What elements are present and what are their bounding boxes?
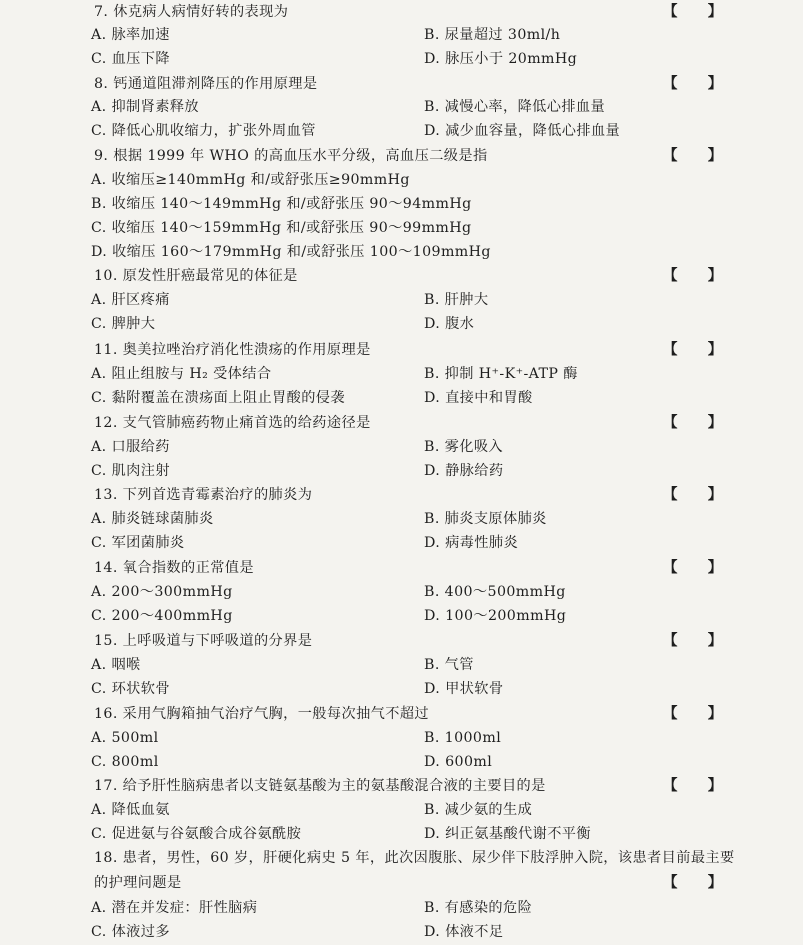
question-stem: 13. 下列首选青霉素治疗的肺炎为 — [94, 487, 313, 503]
question-stem: 16. 采用气胸箱抽气治疗气胸，一般每次抽气不超过 — [94, 706, 430, 722]
option-d[interactable]: D. 纠正氨基酸代谢不平衡 — [424, 826, 591, 842]
answer-bracket[interactable]: 【 】 — [663, 560, 723, 576]
answer-bracket[interactable]: 【 】 — [663, 268, 723, 284]
option-d[interactable]: D. 减少血容量，降低心排血量 — [424, 123, 621, 139]
option-b[interactable]: B. 抑制 H⁺-K⁺-ATP 酶 — [424, 366, 578, 382]
option-d[interactable]: D. 静脉给药 — [424, 463, 504, 479]
option-d[interactable]: D. 收缩压 160～179mmHg 和/或舒张压 100～109mmHg — [91, 244, 491, 260]
option-b[interactable]: B. 肺炎支原体肺炎 — [424, 511, 547, 527]
answer-bracket[interactable]: 【 】 — [663, 633, 723, 649]
question-stem: 9. 根据 1999 年 WHO 的高血压水平分级，高血压二级是指 — [94, 148, 488, 164]
option-c[interactable]: C. 军团菌肺炎 — [91, 535, 185, 551]
option-b[interactable]: B. 减慢心率，降低心排血量 — [424, 99, 606, 115]
option-a[interactable]: A. 口服给药 — [91, 439, 170, 455]
option-b[interactable]: B. 雾化吸入 — [424, 439, 503, 455]
question-stem-continued: 的护理问题是 — [94, 875, 182, 891]
option-d[interactable]: D. 600ml — [424, 754, 493, 770]
option-a[interactable]: A. 收缩压≥140mmHg 和/或舒张压≥90mmHg — [91, 172, 410, 188]
option-a[interactable]: A. 200～300mmHg — [91, 584, 233, 600]
answer-bracket[interactable]: 【 】 — [663, 875, 723, 891]
option-c[interactable]: C. 800ml — [91, 754, 159, 770]
option-c[interactable]: C. 脾肿大 — [91, 316, 156, 332]
option-c[interactable]: C. 肌肉注射 — [91, 463, 170, 479]
answer-bracket[interactable]: 【 】 — [663, 487, 723, 503]
option-b[interactable]: B. 有感染的危险 — [424, 900, 533, 916]
option-a[interactable]: A. 肺炎链球菌肺炎 — [91, 511, 214, 527]
option-a[interactable]: A. 咽喉 — [91, 657, 141, 673]
option-d[interactable]: D. 病毒性肺炎 — [424, 535, 519, 551]
option-b[interactable]: B. 收缩压 140～149mmHg 和/或舒张压 90～94mmHg — [91, 196, 472, 212]
question-stem: 11. 奥美拉唑治疗消化性溃疡的作用原理是 — [94, 342, 371, 358]
option-d[interactable]: D. 100～200mmHg — [424, 608, 567, 624]
option-a[interactable]: A. 肝区疼痛 — [91, 292, 170, 308]
question-stem: 15. 上呼吸道与下呼吸道的分界是 — [94, 633, 313, 649]
option-d[interactable]: D. 脉压小于 20mmHg — [424, 51, 578, 67]
option-b[interactable]: B. 尿量超过 30ml/h — [424, 27, 561, 43]
option-a[interactable]: A. 阻止组胺与 H₂ 受体结合 — [91, 366, 272, 382]
option-c[interactable]: C. 体液过多 — [91, 924, 170, 940]
answer-bracket[interactable]: 【 】 — [663, 706, 723, 722]
option-b[interactable]: B. 气管 — [424, 657, 474, 673]
option-b[interactable]: B. 400～500mmHg — [424, 584, 566, 600]
option-a[interactable]: A. 降低血氨 — [91, 802, 170, 818]
option-c[interactable]: C. 黏附覆盖在溃疡面上阻止胃酸的侵袭 — [91, 390, 345, 406]
option-b[interactable]: B. 1000ml — [424, 730, 502, 746]
question-stem: 7. 休克病人病情好转的表现为 — [94, 4, 289, 20]
option-c[interactable]: C. 血压下降 — [91, 51, 170, 67]
option-a[interactable]: A. 抑制肾素释放 — [91, 99, 199, 115]
option-d[interactable]: D. 体液不足 — [424, 924, 504, 940]
option-a[interactable]: A. 500ml — [91, 730, 159, 746]
answer-bracket[interactable]: 【 】 — [663, 76, 723, 92]
option-d[interactable]: D. 甲状软骨 — [424, 681, 504, 697]
option-c[interactable]: C. 促进氨与谷氨酸合成谷氨酰胺 — [91, 826, 302, 842]
answer-bracket[interactable]: 【 】 — [663, 342, 723, 358]
answer-bracket[interactable]: 【 】 — [663, 4, 723, 20]
option-d[interactable]: D. 直接中和胃酸 — [424, 390, 533, 406]
answer-bracket[interactable]: 【 】 — [663, 415, 723, 431]
option-d[interactable]: D. 腹水 — [424, 316, 475, 332]
option-c[interactable]: C. 环状软骨 — [91, 681, 170, 697]
answer-bracket[interactable]: 【 】 — [663, 148, 723, 164]
question-stem: 14. 氧合指数的正常值是 — [94, 560, 254, 576]
option-b[interactable]: B. 肝肿大 — [424, 292, 489, 308]
option-a[interactable]: A. 潜在并发症：肝性脑病 — [91, 900, 258, 916]
question-stem: 8. 钙通道阻滞剂降压的作用原理是 — [94, 76, 318, 92]
option-a[interactable]: A. 脉率加速 — [91, 27, 170, 43]
question-stem: 18. 患者，男性，60 岁，肝硬化病史 5 年，此次因腹胀、尿少伴下肢浮肿入院，该患者目前最主要 — [94, 850, 735, 866]
question-stem: 12. 支气管肺癌药物止痛首选的给药途径是 — [94, 415, 371, 431]
question-stem: 10. 原发性肝癌最常见的体征是 — [94, 268, 298, 284]
option-c[interactable]: C. 200～400mmHg — [91, 608, 233, 624]
answer-bracket[interactable]: 【 】 — [663, 778, 723, 794]
option-b[interactable]: B. 减少氨的生成 — [424, 802, 533, 818]
question-stem: 17. 给予肝性脑病患者以支链氨基酸为主的氨基酸混合液的主要目的是 — [94, 778, 546, 794]
option-c[interactable]: C. 降低心肌收缩力，扩张外周血管 — [91, 123, 316, 139]
option-c[interactable]: C. 收缩压 140～159mmHg 和/或舒张压 90～99mmHg — [91, 220, 472, 236]
